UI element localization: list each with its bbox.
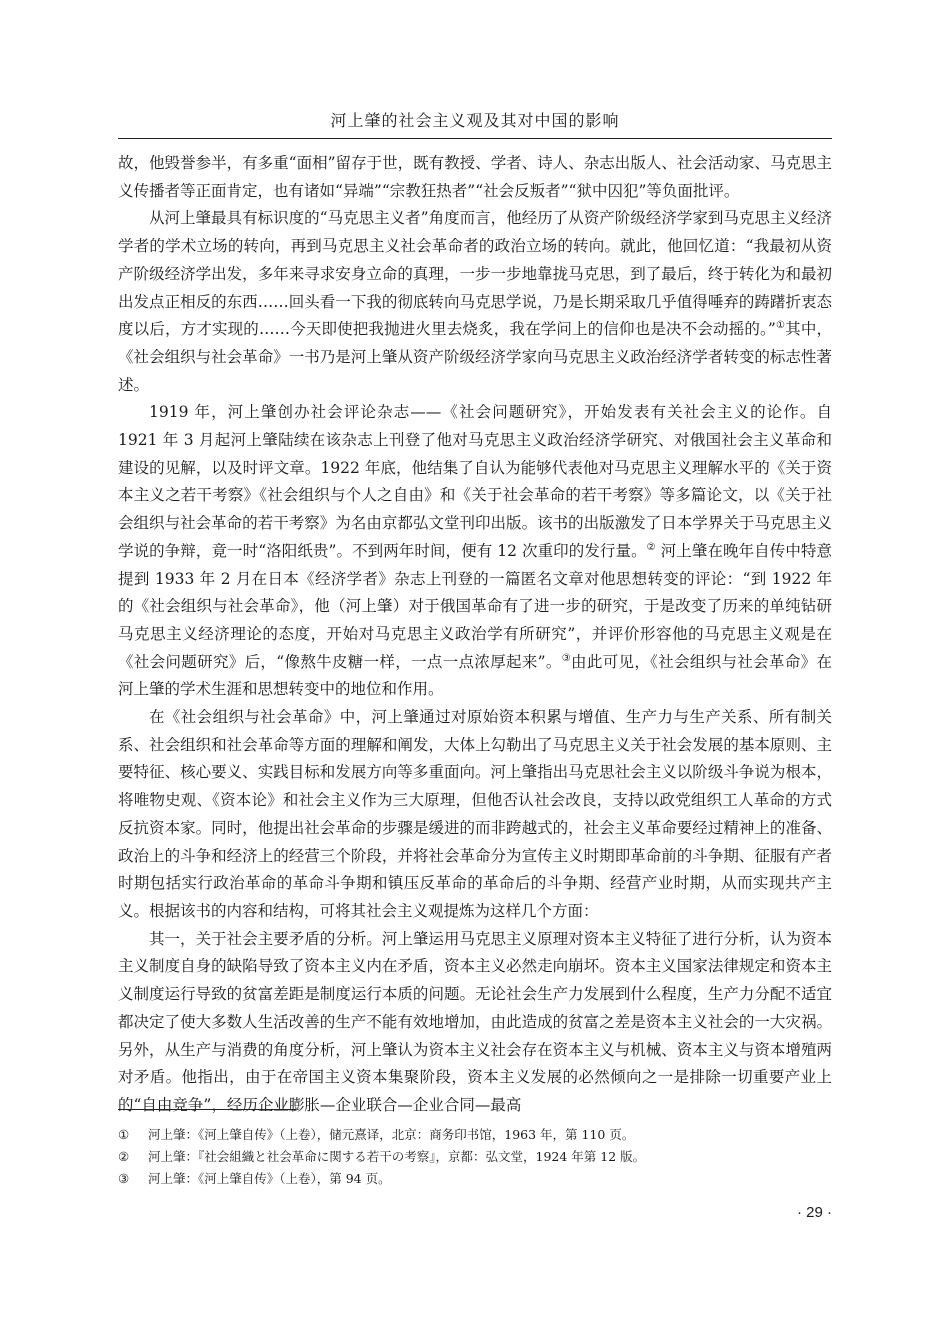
footnote-ref-1[interactable]: ① <box>775 320 786 332</box>
paragraph-2-text-a: 从河上肇最具有标识度的“马克思主义者”角度而言，他经历了从资产阶级经济学家到马克思主义经济学者的学术立场的转向，再到马克思主义社会革命者的政治立场的转向。就此，他回忆道：“我最初从资产阶级经济学出发，多年来寻求安身立命的真理，一步一步地靠拢马克思，到了最后，终于转化为和最初出发点正相反的东西……回头看一下我的彻底转向马克思学说，乃是长期采取几乎值得唾弃的踌躇折衷态度以后，方才实现的……今天即使把我抛进火里去烧炙，我在学问上的信仰也是决不会动摇的。” <box>118 209 832 339</box>
footnote-text: 河上肇：『社会組織と社会革命に関する若干の考察』，京都：弘文堂，1924 年第 12 版。 <box>148 1149 646 1164</box>
running-header: 河上肇的社会主义观及其对中国的影响 <box>330 111 620 130</box>
paragraph-4: 在《社会组织与社会革命》中，河上肇通过对原始资本积累与增值、生产力与生产关系、所有制关系、社会组织和社会革命等方面的理解和阐发，大体上勾勒出了马克思主义关于社会发展的基本原则、主要特征、核心要义、实践目标和发展方向等多重面向。河上肇指出马克思社会主义以阶级斗争说为根本，将唯物史观、《资本论》和社会主义作为三大原理，但他否认社会改良，支持以政党组织工人革命的方式反抗资本家。同时，他提出社会革命的步骤是缓进的而非跨越式的，社会主义革命要经过精神上的准备、政治上的斗争和经济上的经营三个阶段，并将社会革命分为宣传主义时期即革命前的斗争期、征服有产者时期包括实行政治革命的革命斗争期和镇压反革命的革命后的斗争期、经营产业时期，从而实现共产主义。根据该书的内容和结构，可将其社会主义观提炼为这样几个方面： <box>118 708 832 920</box>
page-number: · 29 · <box>796 1204 832 1221</box>
footnote-number: ① <box>118 1127 130 1142</box>
article-body <box>118 150 832 1120</box>
header-divider <box>118 138 832 139</box>
footnote-divider <box>118 1109 296 1110</box>
footnote-text: 河上肇：《河上肇自传》（上卷），储元熹译，北京：商务印书馆，1963 年，第 110 页。 <box>148 1127 635 1142</box>
footnote-text: 河上肇：《河上肇自传》（上卷），第 94 页。 <box>148 1171 391 1186</box>
footnote-2 <box>118 1146 832 1168</box>
footnote-ref-3[interactable]: ③ <box>561 652 572 664</box>
paragraph-2 <box>118 205 832 399</box>
footnote-number: ② <box>118 1149 130 1164</box>
footnote-3 <box>118 1168 832 1190</box>
paragraph-5: 其一，关于社会主要矛盾的分析。河上肇运用马克思主义原理对资本主义特征了进行分析，认为资本主义制度自身的缺陷导致了资本主义内在矛盾，资本主义必然走向崩坏。资本主义国家法律规定和资本主义制度运行导致的贫富差距是制度运行本质的问题。无论社会生产力发展到什么程度，生产力分配不适宜都决定了使大多数人生活改善的生产不能有效地增加，由此造成的贫富之差是资本主义社会的一大灾祸。另外，从生产与消费的角度分析，河上肇认为资本主义社会存在资本主义与机械、资本主义与资本增殖两对矛盾。他指出，由于在帝国主义资本集聚阶段，资本主义发展的必然倾向之一是排除一切重要产业上的“自由竞争”，经历企业膨胀—企业联合—企业合同—最高 <box>118 929 832 1114</box>
paragraph-3-text-b: 河上肇在晚年自传中特意提到 1933 年 2 月在日本《经济学者》杂志上刊登的一篇匿名文章对他思想转变的评论：“到 1922 年的《社会组织与社会革命》，他（河上肇）对于俄国革命有了进一步的研究，于是改变了历来的单纯钻研马克思主义经济理论的态度，开始对马克思主义政治学有所研究”，并评价形容他的马克思主义观是在《社会问题研究》后，“像熬牛皮糖一样，一点一点浓厚起来”。 <box>118 541 832 671</box>
paragraph-3 <box>118 399 832 704</box>
footnotes <box>118 1124 832 1190</box>
footnote-1 <box>118 1124 832 1146</box>
paragraph-3-text-c: 由此可见，《社会组织与社会革命》在河上肇的学术生涯和思想转变中的地位和作用。 <box>118 652 832 699</box>
paragraph-1: 故，他毁誉参半，有多重“面相”留存于世，既有教授、学者、诗人、杂志出版人、社会活动家、马克思主义传播者等正面肯定，也有诸如“异端”“宗教狂热者”“社会反叛者”“狱中囚犯”等负面批评。 <box>118 154 832 200</box>
paragraph-2-text-b: 其中，《社会组织与社会革命》一书乃是河上肇从资产阶级经济学家向马克思主义政治经济学者转变的标志性著述。 <box>118 320 832 394</box>
footnote-ref-2[interactable]: ② <box>646 541 656 553</box>
footnote-number: ③ <box>118 1171 130 1186</box>
paragraph-3-text-a: 1919 年，河上肇创办社会评论杂志——《社会问题研究》，开始发表有关社会主义的论作。自 1921 年 3 月起河上肇陆续在该杂志上刊登了他对马克思主义政治经济学研究、对俄国社会主义革命和建设的见解，以及时评文章。1922 年底，他结集了自认为能够代表他对马克思主义理解水平的《关于资本主义之若干考察》《社会组织与个人之自由》和《关于社会革命的若干考察》等多篇论文，以《关于社会组织与社会革命的若干考察》为名由京都弘文堂刊印出版。该书的出版激发了日本学界关于马克思主义学说的争辩，竟一时“洛阳纸贵”。不到两年时间，便有 12 次重印的发行量。 <box>118 403 832 560</box>
